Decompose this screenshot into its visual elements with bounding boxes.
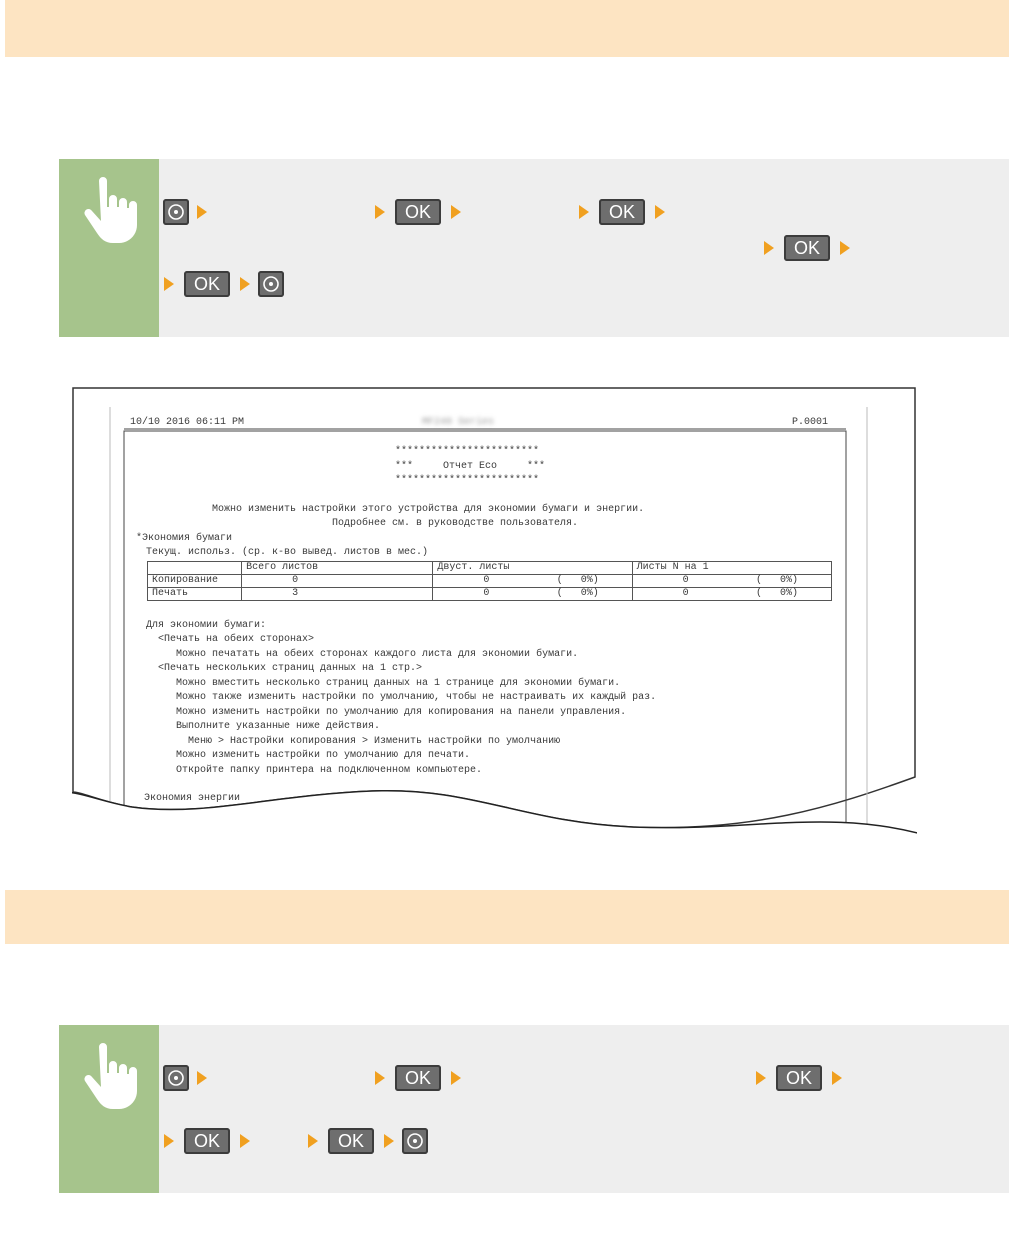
table-cell: ( 0%): [553, 575, 632, 588]
table-cell: Печать: [148, 588, 242, 601]
arrow-icon: [451, 205, 461, 219]
ok-key: OK: [784, 235, 830, 261]
report-torn-edge: [72, 387, 917, 842]
report-line: Выполните указанные ниже действия.: [146, 721, 381, 732]
menu-key-icon: [258, 271, 284, 297]
section-header-band-1: [5, 0, 1009, 57]
arrow-icon: [832, 1071, 842, 1085]
table-cell: 3: [242, 588, 433, 601]
arrow-icon: [308, 1134, 318, 1148]
menu-key-icon: [163, 199, 189, 225]
report-line: Можно печатать на обеих сторонах каждого листа для экономии бумаги.: [146, 649, 579, 660]
report-line: Можно изменить настройки по умолчанию для копирования на панели управления.: [146, 707, 627, 718]
arrow-icon: [384, 1134, 394, 1148]
arrow-icon: [240, 1134, 250, 1148]
step-1-row-3: [164, 271, 284, 297]
report-energy-heading: Экономия энергии: [144, 793, 241, 804]
arrow-icon: [375, 205, 385, 219]
table-cell: 0: [433, 588, 553, 601]
report-line: Откройте папку принтера на подключенном компьютере.: [146, 765, 483, 776]
hand-icon: [81, 1039, 139, 1111]
report-stars-top: ************************: [395, 446, 540, 457]
report-line: Можно также изменить настройки по умолчанию, чтобы не настраивать их каждый раз.: [146, 692, 657, 703]
report-intro-2: Подробнее см. в руководстве пользователя.: [332, 518, 579, 529]
arrow-icon: [756, 1071, 766, 1085]
table-header-cell: Двуст. листы: [433, 562, 553, 575]
report-line: <Печать нескольких страниц данных на 1 стр.>: [146, 663, 423, 674]
table-header-cell: Всего листов: [242, 562, 433, 575]
eco-report-printout-image: [72, 387, 917, 842]
table-cell: Копирование: [148, 575, 242, 588]
arrow-icon: [197, 205, 207, 219]
menu-key-icon: [402, 1128, 428, 1154]
ok-key: OK: [395, 199, 441, 225]
step-1-row-1: [163, 199, 665, 225]
arrow-icon: [451, 1071, 461, 1085]
arrow-icon: [240, 277, 250, 291]
arrow-icon: [655, 205, 665, 219]
step-2-row-2: [164, 1128, 428, 1154]
report-device-name: MF240 Series: [422, 417, 495, 428]
table-cell: ( 0%): [752, 575, 831, 588]
section-header-band-2: [5, 890, 1009, 944]
ok-key: OK: [776, 1065, 822, 1091]
step-2-row-1: [163, 1065, 842, 1091]
report-line: Можно изменить настройки по умолчанию для печати.: [146, 750, 471, 761]
arrow-icon: [375, 1071, 385, 1085]
report-intro-1: Можно изменить настройки этого устройства для экономии бумаги и энергии.: [212, 504, 645, 515]
report-title: *** Отчет Eco ***: [395, 461, 546, 472]
report-page-number: P.0001: [792, 417, 829, 428]
report-current-use: Текущ. использ. (ср. к-во вывед. листов в мес.): [146, 547, 429, 558]
report-line: Можно вместить несколько страниц данных на 1 странице для экономии бумаги.: [146, 678, 621, 689]
hand-icon: [81, 173, 139, 245]
table-cell: 0: [632, 575, 752, 588]
table-header-cell: Листы N на 1: [632, 562, 752, 575]
operation-hand-icon-panel: [59, 1025, 159, 1193]
procedure-step-2: [59, 1025, 1009, 1193]
arrow-icon: [197, 1071, 207, 1085]
procedure-step-1: [59, 159, 1009, 337]
table-cell: ( 0%): [553, 588, 632, 601]
arrow-icon: [579, 205, 589, 219]
table-cell: 0: [433, 575, 553, 588]
arrow-icon: [164, 1134, 174, 1148]
report-line: <Печать на обеих сторонах>: [146, 634, 315, 645]
operation-hand-icon-panel: [59, 159, 159, 337]
table-cell: ( 0%): [752, 588, 831, 601]
ok-key: OK: [184, 271, 230, 297]
ok-key: OK: [328, 1128, 374, 1154]
step-1-row-2: [764, 235, 850, 261]
arrow-icon: [164, 277, 174, 291]
ok-key: OK: [395, 1065, 441, 1091]
report-line: Для экономии бумаги:: [146, 620, 267, 631]
report-paper-heading: *Экономия бумаги: [136, 533, 233, 544]
ok-key: OK: [599, 199, 645, 225]
arrow-icon: [840, 241, 850, 255]
report-date: 10/10 2016 06:11 PM: [130, 417, 245, 428]
table-cell: 0: [242, 575, 433, 588]
table-cell: 0: [632, 588, 752, 601]
report-stars-bottom: ************************: [395, 475, 540, 486]
report-line: Меню > Настройки копирования > Изменить настройки по умолчанию: [146, 736, 561, 747]
arrow-icon: [764, 241, 774, 255]
ok-key: OK: [184, 1128, 230, 1154]
menu-key-icon: [163, 1065, 189, 1091]
